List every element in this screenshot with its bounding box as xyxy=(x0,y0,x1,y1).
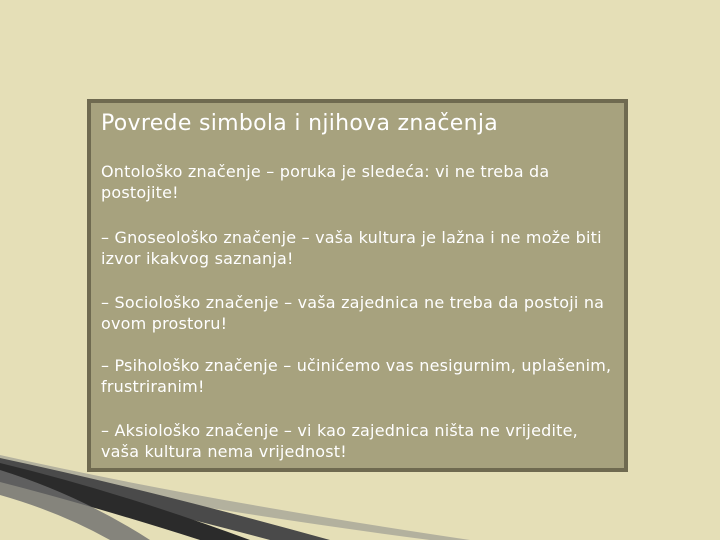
content-box xyxy=(87,99,628,472)
paragraph-psychological: – Psihološko značenje – učinićemo vas nesigurnim, uplašenim, frustriranim! xyxy=(101,356,612,396)
slide-title: Povrede simbola i njihova značenja xyxy=(101,111,499,136)
paragraph-axiological: – Aksiološko značenje – vi kao zajednica ništa ne vrijedite, vaša kultura nema vrijednost! xyxy=(101,421,578,461)
paragraph-ontological: Ontološko značenje – poruka je sledeća: vi ne treba da postojite! xyxy=(101,162,550,202)
paragraph-gnoseological: – Gnoseološko značenje – vaša kultura je lažna i ne može biti izvor ikakvog saznanja! xyxy=(101,228,602,268)
paragraph-sociological: – Sociološko značenje – vaša zajednica ne treba da postoji na ovom prostoru! xyxy=(101,293,605,333)
